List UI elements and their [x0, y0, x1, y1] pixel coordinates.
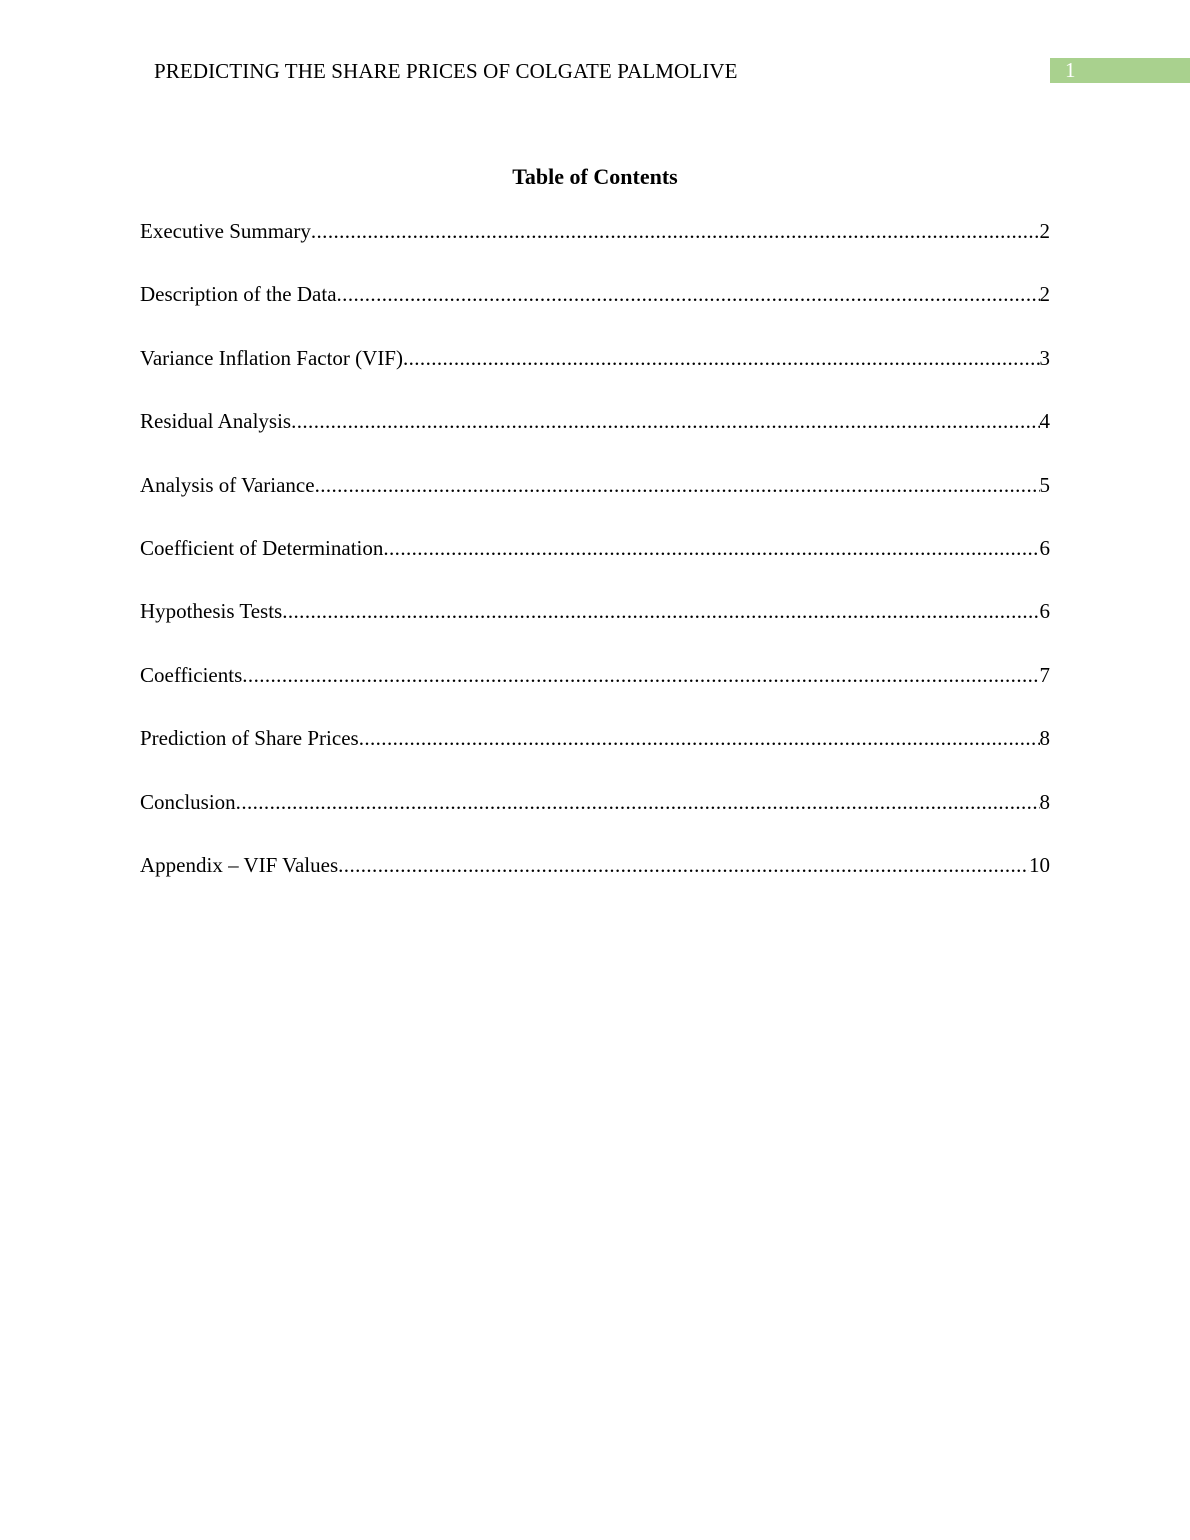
toc-dot-leader — [359, 724, 1040, 752]
toc-dot-leader — [403, 344, 1040, 372]
toc-entry-page: 5 — [1039, 472, 1050, 497]
toc-entry-prediction-of-share-prices[interactable] — [140, 724, 1050, 787]
toc-dot-leader — [236, 788, 1040, 816]
toc-entry-description-of-data[interactable] — [140, 280, 1050, 343]
toc-entry-variance-inflation-factor[interactable] — [140, 344, 1050, 407]
toc-entry-coefficient-of-determination[interactable] — [140, 534, 1050, 597]
toc-entry-page: 8 — [1039, 726, 1050, 751]
toc-entry-page: 6 — [1039, 535, 1050, 560]
toc-entry-page: 3 — [1039, 345, 1050, 370]
toc-dot-leader — [242, 661, 1039, 689]
toc-entry-page: 2 — [1039, 282, 1050, 307]
toc-dot-leader — [337, 280, 1040, 308]
toc-entry-hypothesis-tests[interactable] — [140, 597, 1050, 660]
toc-entry-executive-summary[interactable] — [140, 217, 1050, 280]
toc-entry-page: 8 — [1039, 789, 1050, 814]
toc-entry-label: Description of the Data — [140, 282, 337, 307]
toc-entry-page: 4 — [1039, 409, 1050, 434]
toc-dot-leader — [383, 534, 1039, 562]
toc-entry-conclusion[interactable] — [140, 788, 1050, 851]
toc-entry-label: Analysis of Variance — [140, 472, 315, 497]
toc-entry-page: 2 — [1039, 219, 1050, 243]
toc-dot-leader — [311, 217, 1040, 245]
page-number-badge — [1050, 58, 1190, 83]
toc-dot-leader — [315, 471, 1040, 499]
toc-entry-coefficients[interactable] — [140, 661, 1050, 724]
toc-dot-leader — [338, 851, 1029, 879]
toc-entry-label: Executive Summary — [140, 219, 311, 243]
toc-title: Table of Contents — [512, 164, 678, 189]
toc-entry-label: Hypothesis Tests — [140, 599, 283, 624]
toc-entry-label: Coefficients — [140, 662, 243, 687]
toc-entry-appendix-vif-values[interactable] — [140, 851, 1050, 914]
toc-entry-page: 7 — [1039, 662, 1050, 687]
toc-dot-leader — [291, 407, 1039, 435]
toc-entry-analysis-of-variance[interactable] — [140, 471, 1050, 534]
page-number: 1 — [1065, 58, 1076, 82]
toc-entry-page: 6 — [1039, 599, 1050, 624]
running-head: PREDICTING THE SHARE PRICES OF COLGATE PALMOLIVE — [154, 59, 738, 83]
toc-entry-page: 10 — [1029, 852, 1050, 877]
toc-entry-label: Variance Inflation Factor (VIF) — [140, 345, 403, 370]
toc-entry-label: Prediction of Share Prices — [140, 726, 359, 751]
toc-entry-label: Residual Analysis — [140, 409, 292, 434]
toc-list — [140, 217, 1050, 914]
toc-dot-leader — [282, 597, 1039, 625]
toc-entry-residual-analysis[interactable] — [140, 407, 1050, 470]
page-header — [0, 0, 1190, 110]
toc-entry-label: Conclusion — [140, 789, 236, 814]
toc-entry-label: Coefficient of Determination — [140, 535, 384, 560]
toc-entry-label: Appendix – VIF Values — [140, 852, 339, 877]
